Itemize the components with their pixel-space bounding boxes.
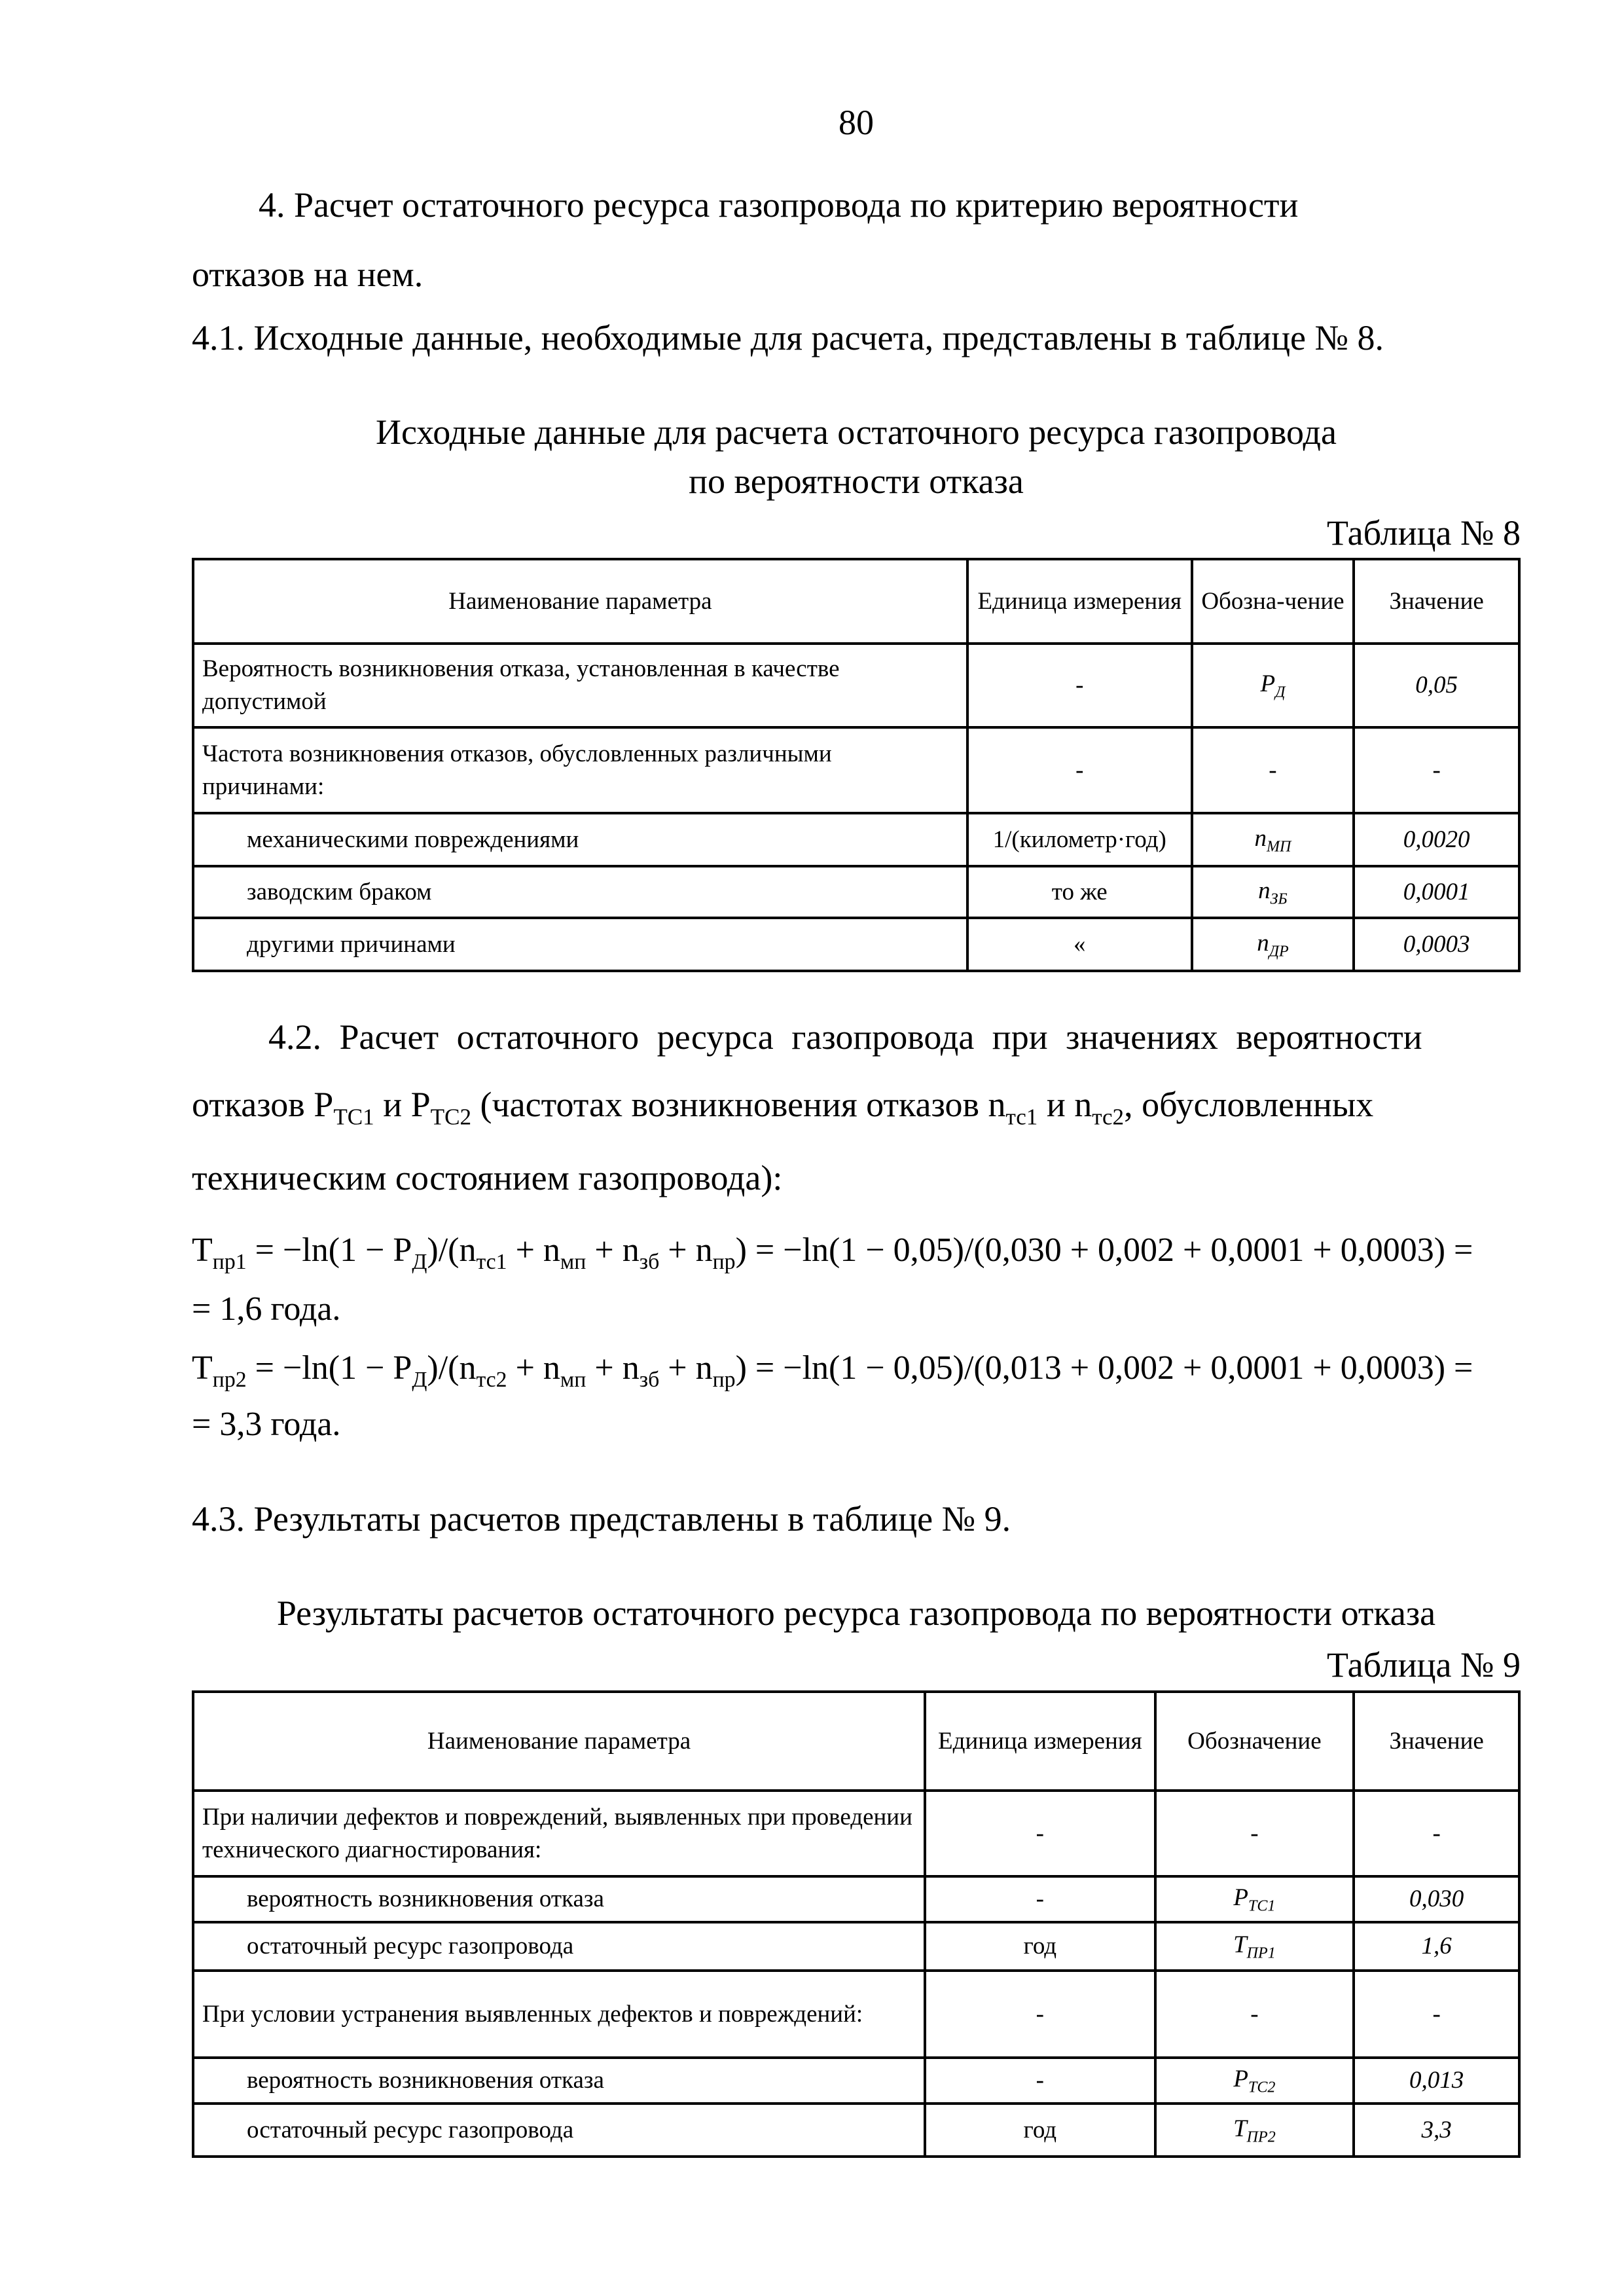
t: + n xyxy=(507,1231,560,1269)
section-4-2-line3: техническим состоянием газопровода): xyxy=(192,1158,783,1197)
table-row xyxy=(193,2058,1519,2104)
t: ) = −ln(1 − 0,05)/(0,030 + 0,002 + 0,0001 + 0,0003) = xyxy=(735,1231,1473,1269)
s: мп xyxy=(560,1249,586,1274)
t: = −ln(1 − P xyxy=(246,1349,412,1387)
param-name: При наличии дефектов и повреждений, выявленных при проведении технического диагностирования: xyxy=(193,1791,925,1876)
text: и n xyxy=(1038,1085,1092,1124)
t: + n xyxy=(659,1231,713,1269)
param-unit: - xyxy=(925,1791,1155,1876)
formula-2-result: = 3,3 года. xyxy=(192,1406,341,1443)
formula-2 xyxy=(192,1349,1473,1393)
table9-header-row xyxy=(193,1692,1519,1791)
param-name: остаточный ресурс газопровода xyxy=(193,1922,925,1971)
param-name: другими причинами xyxy=(193,918,967,971)
section-4-2-line2 xyxy=(192,1087,1521,1128)
symbol-sub: ПР1 xyxy=(1246,1944,1276,1962)
sub: ТС2 xyxy=(430,1104,472,1130)
param-symbol xyxy=(1192,813,1354,866)
s: Д xyxy=(412,1367,427,1392)
table8-title-line1: Исходные данные для расчета остаточного ресурса газопровода xyxy=(376,412,1337,452)
param-name: вероятность возникновения отказа xyxy=(193,1876,925,1922)
s: тс1 xyxy=(476,1249,507,1274)
param-value: - xyxy=(1354,1791,1519,1876)
param-value: 0,0003 xyxy=(1354,918,1519,971)
s: мп xyxy=(560,1367,586,1392)
param-unit: год xyxy=(925,1922,1155,1971)
t: T xyxy=(192,1231,213,1269)
table-8 xyxy=(192,558,1521,972)
symbol-main: Р xyxy=(1233,2066,1248,2093)
header-cell: Наименование параметра xyxy=(193,559,967,644)
symbol-sub: ПР2 xyxy=(1246,2128,1276,2145)
formula-1-result: = 1,6 года. xyxy=(192,1290,341,1328)
sub: тс1 xyxy=(1005,1104,1038,1130)
symbol-main: Р xyxy=(1260,670,1276,698)
symbol-main: Р xyxy=(1233,1884,1248,1912)
table-row xyxy=(193,918,1519,971)
param-symbol: - xyxy=(1192,727,1354,813)
symbol-main: n xyxy=(1257,929,1269,957)
header-cell: Обозначение xyxy=(1155,1692,1354,1791)
param-symbol: - xyxy=(1155,1791,1354,1876)
sub: тс2 xyxy=(1092,1104,1125,1130)
param-unit: - xyxy=(967,644,1192,727)
param-unit: - xyxy=(925,1876,1155,1922)
table-row xyxy=(193,727,1519,813)
param-symbol xyxy=(1192,918,1354,971)
s: пр xyxy=(712,1249,736,1274)
section-4-heading-line2: отказов на нем. xyxy=(192,255,424,294)
table9-label: Таблица № 9 xyxy=(1327,1645,1521,1685)
param-symbol xyxy=(1155,2058,1354,2104)
t: + n xyxy=(586,1349,640,1387)
param-value: 1,6 xyxy=(1354,1922,1519,1971)
formula-1 xyxy=(192,1231,1473,1275)
symbol-main: Т xyxy=(1233,1931,1247,1959)
param-name: заводским браком xyxy=(193,866,967,918)
symbol-sub: ЗБ xyxy=(1270,890,1288,907)
param-value: 0,0001 xyxy=(1354,866,1519,918)
t: + n xyxy=(659,1349,713,1387)
section-4-heading-line1: 4. Расчет остаточного ресурса газопровода по критерию вероятности xyxy=(259,185,1299,225)
t: )/(n xyxy=(427,1231,477,1269)
sub: ТС1 xyxy=(333,1104,374,1130)
table-row xyxy=(193,1971,1519,2058)
t: + n xyxy=(586,1231,640,1269)
table-row xyxy=(193,2104,1519,2157)
symbol-sub: ДР xyxy=(1269,942,1289,960)
s: зб xyxy=(639,1367,660,1392)
param-value: 3,3 xyxy=(1354,2104,1519,2157)
param-name: Частота возникновения отказов, обусловленных различными причинами: xyxy=(193,727,967,813)
param-symbol xyxy=(1155,1922,1354,1971)
s: пр2 xyxy=(212,1367,247,1392)
page-number: 80 xyxy=(839,103,874,142)
table8-title-line2: по вероятности отказа xyxy=(689,462,1024,501)
header-cell: Обозна-чение xyxy=(1192,559,1354,644)
table-row xyxy=(193,813,1519,866)
param-unit: - xyxy=(967,727,1192,813)
symbol-sub: ТС1 xyxy=(1248,1897,1276,1915)
table-row xyxy=(193,1922,1519,1971)
symbol-sub: МП xyxy=(1267,837,1291,855)
header-cell: Значение xyxy=(1354,1692,1519,1791)
param-name: остаточный ресурс газопровода xyxy=(193,2104,925,2157)
section-4-1-paragraph: 4.1. Исходные данные, необходимые для расчета, представлены в таблице № 8. xyxy=(192,318,1384,357)
param-name: вероятность возникновения отказа xyxy=(193,2058,925,2104)
table-row xyxy=(193,866,1519,918)
s: Д xyxy=(412,1249,427,1274)
s: пр xyxy=(712,1367,736,1392)
section-4-2-line1 xyxy=(268,1019,1521,1055)
text: , обусловленных xyxy=(1124,1085,1374,1124)
s: тс2 xyxy=(476,1367,507,1392)
param-symbol xyxy=(1192,644,1354,727)
header-cell: Единица измерения xyxy=(967,559,1192,644)
param-value: 0,05 xyxy=(1354,644,1519,727)
param-unit: « xyxy=(967,918,1192,971)
t: ) = −ln(1 − 0,05)/(0,013 + 0,002 + 0,0001 + 0,0003) = xyxy=(735,1349,1473,1387)
param-symbol: - xyxy=(1155,1971,1354,2058)
param-value: 0,030 xyxy=(1354,1876,1519,1922)
param-unit: 1/(километр·год) xyxy=(967,813,1192,866)
header-cell: Значение xyxy=(1354,559,1519,644)
t: = −ln(1 − P xyxy=(246,1231,412,1269)
param-unit: год xyxy=(925,2104,1155,2157)
param-symbol xyxy=(1155,2104,1354,2157)
t: )/(n xyxy=(427,1349,477,1387)
text: (частотах возникновения отказов n xyxy=(471,1085,1006,1124)
param-unit: - xyxy=(925,1971,1155,2058)
param-symbol xyxy=(1192,866,1354,918)
symbol-main: Т xyxy=(1233,2115,1247,2142)
s: пр1 xyxy=(212,1249,247,1274)
param-name: При условии устранения выявленных дефектов и повреждений: xyxy=(193,1971,925,2058)
header-cell: Единица измерения xyxy=(925,1692,1155,1791)
param-value: - xyxy=(1354,727,1519,813)
param-value: - xyxy=(1354,1971,1519,2058)
param-value: 0,013 xyxy=(1354,2058,1519,2104)
symbol-sub: Д xyxy=(1275,683,1286,701)
section-4-3-paragraph: 4.3. Результаты расчетов представлены в таблице № 9. xyxy=(192,1499,1011,1539)
header-cell: Наименование параметра xyxy=(193,1692,925,1791)
param-symbol xyxy=(1155,1876,1354,1922)
section-4-2-text: 4.2. Расчет остаточного ресурса газопровода при значениях вероятности xyxy=(268,1017,1422,1057)
table9-title: Результаты расчетов остаточного ресурса газопровода по вероятности отказа xyxy=(276,1594,1436,1633)
param-value: 0,0020 xyxy=(1354,813,1519,866)
text: и P xyxy=(374,1085,431,1124)
table-row xyxy=(193,1791,1519,1876)
param-unit: то же xyxy=(967,866,1192,918)
t: + n xyxy=(507,1349,560,1387)
symbol-sub: ТС2 xyxy=(1248,2079,1276,2096)
param-name: Вероятность возникновения отказа, установленная в качестве допустимой xyxy=(193,644,967,727)
table-9 xyxy=(192,1690,1521,2158)
t: T xyxy=(192,1349,213,1387)
s: зб xyxy=(639,1249,660,1274)
table-row xyxy=(193,1876,1519,1922)
table8-header-row xyxy=(193,559,1519,644)
table-row xyxy=(193,644,1519,727)
text: отказов P xyxy=(192,1085,334,1124)
param-name: механическими повреждениями xyxy=(193,813,967,866)
symbol-main: n xyxy=(1254,824,1267,852)
table8-label: Таблица № 8 xyxy=(1327,513,1521,553)
symbol-main: n xyxy=(1258,877,1271,904)
param-unit: - xyxy=(925,2058,1155,2104)
